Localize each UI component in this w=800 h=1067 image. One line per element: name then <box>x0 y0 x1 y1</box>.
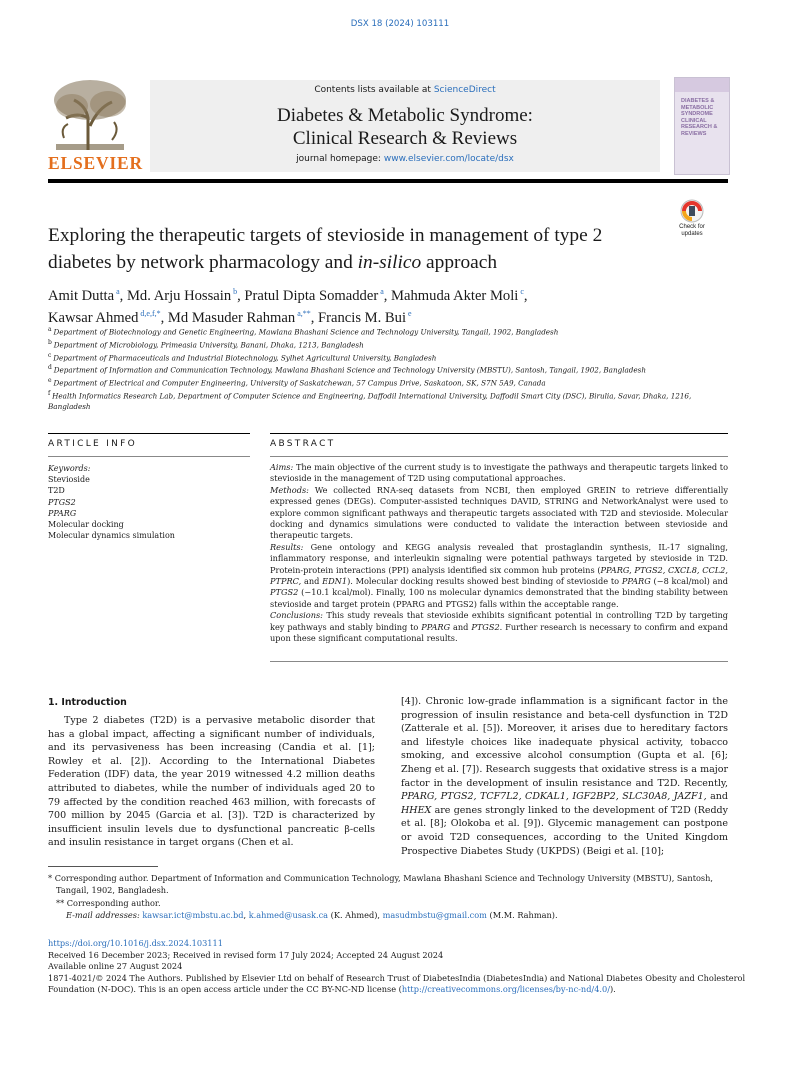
corresponding-author-1: * Corresponding author. Department of Information and Communication Technology, Mawlana Bhashani Science and Technology University (MBSTU), Santosh, Tangail, 1902, Bangladesh. <box>48 873 713 896</box>
title-italic: in-silico <box>357 252 422 273</box>
results-text: and <box>301 576 323 587</box>
homepage-link[interactable]: www.elsevier.com/locate/dsx <box>383 154 514 164</box>
sciencedirect-link[interactable]: ScienceDirect <box>433 85 496 95</box>
affiliation <box>48 376 728 389</box>
author-name[interactable]: Md. Arju Hossain <box>126 287 232 304</box>
homepage-line <box>150 154 660 164</box>
author-affiliation-marker[interactable]: d,e,f,* <box>138 308 161 318</box>
corresponding-author-2: ** Corresponding author. <box>56 897 161 908</box>
article-title <box>48 222 648 276</box>
affiliation-marker: f <box>48 389 53 397</box>
homepage-prefix: journal homepage: <box>296 154 384 164</box>
affiliation-text: Department of Electrical and Computer Engineering, University of Saskatchewan, 57 Campus Drive, Saskatoon, SK, S7N 5A9, Canada <box>53 378 546 388</box>
header-rule <box>48 179 728 183</box>
title-part1: Exploring the therapeutic targets of stevioside in management of type 2 diabetes by network pharmacology and <box>48 225 603 273</box>
conclusions-text: This study reveals that stevioside exhibits significant potential in controlling T2D by targeting key pathways and stably binding to <box>270 610 728 632</box>
results-gene: PTGS2 <box>270 587 299 598</box>
keyword: T2D <box>48 486 65 496</box>
keywords-label: Keywords: <box>48 464 91 473</box>
affiliation <box>48 363 728 376</box>
contents-line <box>150 85 660 95</box>
author-list <box>48 283 728 327</box>
author-separator: , <box>237 287 245 304</box>
title-part2: approach <box>421 252 498 273</box>
intro-paragraph: Type 2 diabetes (T2D) is a pervasive metabolic disorder that has a global impact, affecting a significant number of individuals, and its pervasiveness has been increasing (Candia et al. [1]; Rowley et al. [2]). According to the International Diabetes Federation (IDF) data, the year 2019 witnessed 4.2 million deaths attributed to diabetes, while the number of individuals aged 20 to 79 affected by the condition reached 463 million, with forecasts of 700 million by 2045 (Garcia et al. [3]). T2D is characterized by insufficient insulin levels due to dysfunctional pancreatic β-cells and insulin resistance in target organs (Chen et al. <box>48 715 375 849</box>
author-affiliation-marker[interactable]: b <box>231 287 238 296</box>
author-name[interactable]: Francis M. Bui <box>318 309 407 326</box>
article-info-subrule <box>48 456 250 457</box>
abstract-rule <box>270 433 728 434</box>
keyword: Molecular dynamics simulation <box>48 531 175 541</box>
results-text: Gene ontology and KEGG analysis revealed that prostaglandin synthesis, IL-17 signaling, inflammatory response, and interleukin signaling were potential pathways targeted by stevioside in T2D. Protein-protein interactions (PPI) analysis identified six common hub proteins ( <box>270 541 728 575</box>
results-text: ). Molecular docking results showed best binding of stevioside to <box>347 576 622 587</box>
author-affiliation-marker[interactable]: e <box>406 308 412 318</box>
author-name[interactable]: Md Masuder Rahman <box>167 309 296 326</box>
author-affiliation-marker[interactable]: a,** <box>295 308 311 318</box>
keyword: Molecular docking <box>48 520 124 530</box>
email-text: (K. Ahmed), <box>328 910 383 921</box>
available-online: Available online 27 August 2024 <box>48 961 183 972</box>
affiliation-marker: c <box>48 351 54 359</box>
intro-text: [4]). Chronic low-grade inflammation is a significant factor in the progression of insulin resistance and beta-cell dysfunction in T2D (Zatterale et al. [5]). Moreover, it arises due to hereditary factors and lifestyle choices like inadequate physical activity, tobacco smoking, and excessive alcohol consumption (Gupta et al. [6]; Zheng et al. [7]). Research suggests that oxidative stress is a major factor in the development of insulin resistance and T2D. Recently, <box>401 696 728 789</box>
author-separator: , <box>160 309 168 326</box>
journal-title <box>150 104 660 150</box>
journal-citation[interactable]: DSX 18 (2024) 103111 <box>350 19 450 29</box>
affiliation-text: Department of Microbiology, Primeasia University, Banani, Dhaka, 1213, Bangladesh <box>53 340 364 350</box>
check-updates-label: Check for updates <box>679 224 705 237</box>
author-separator: , <box>119 287 127 304</box>
email-link[interactable]: kawsar.ict@mbstu.ac.bd <box>142 910 244 921</box>
author-separator: , <box>383 287 392 304</box>
elsevier-wordmark: ELSEVIER <box>48 153 143 173</box>
intro-heading: 1. Introduction <box>48 697 127 708</box>
article-metadata <box>48 938 748 996</box>
contents-prefix: Contents lists available at <box>314 85 434 95</box>
affiliation-text: Health Informatics Research Lab, Department of Computer Science and Engineering, Daffodil International University, Daffodil Smart City (DSC), Birulia, Savar, Dhaka, 1216, Bangladesh <box>48 391 692 411</box>
results-text: (−10.1 kcal/mol). Finally, 100 ns molecular dynamics demonstrated that the binding stability between stevioside and target protein (PPARG and PTGS2) falls within the acceptable range. <box>270 587 728 609</box>
affiliations <box>48 325 728 412</box>
conclusions-gene: PPARG <box>421 621 451 632</box>
intro-genes: PPARG, PTGS2, TCF7L2, CDKAL1, IGF2BP2, SLC30A8, JAZF1, <box>401 791 707 803</box>
results-gene: EDN1 <box>322 576 348 587</box>
author-separator: , <box>310 309 319 326</box>
results-genes: PPARG, PTGS2, CXCL8, CCL2, PTPRC, <box>270 564 728 587</box>
license-text <box>48 973 748 996</box>
article-info-rule <box>48 433 250 434</box>
abstract-methods <box>270 485 728 542</box>
affiliation-marker: b <box>48 338 54 346</box>
results-text: (−8 kcal/mol) and <box>650 576 729 587</box>
keyword: Stevioside <box>48 475 90 485</box>
affiliation <box>48 351 728 364</box>
license-suffix: ). <box>609 984 616 995</box>
email-line: E-mail addresses: kawsar.ict@mbstu.ac.bd, k.ahmed@usask.ca (K. Ahmed), masudmbstu@gmail.com (M.M. Rahman). <box>66 910 558 921</box>
methods-text: We collected RNA-seq datasets from NCBI, then employed GREIN to retrieve differentially expressed genes (DEGs). Computer-assisted techniques DAVID, STRING and NetworkAnalyst were used to explore common significant pathways and therapeutic targets associated with T2D and stevioside. Molecular docking and dynamics simulations were conducted to validate the interaction between stevioside and therapeutic targets. <box>270 484 728 541</box>
conclusions-text: . Further research is necessary to confirm and expand upon these significant computational results. <box>270 621 728 644</box>
abstract-results <box>270 542 728 610</box>
intro-left-column <box>48 714 375 850</box>
abstract-end-rule <box>270 661 728 662</box>
intro-text: are genes strongly linked to the development of T2D (Reddy et al. [8]; Olokoba et al. [9]). Glycemic management can postpone or avoid T2D consequences, according to the United Kingdom Prospective Diabetes Study (UKPDS) (Beigi et al. [10]; <box>401 804 728 857</box>
abstract-head: ABSTRACT <box>270 439 336 449</box>
author-affiliation-marker[interactable]: a <box>114 287 120 296</box>
abstract-body <box>270 462 728 645</box>
intro-right-column <box>401 695 728 858</box>
affiliation <box>48 389 728 412</box>
affiliation-text: Department of Biotechnology and Genetic Engineering, Mawlana Bhashani Science and Technology University, Tangail, 1902, Bangladesh <box>53 327 559 337</box>
affiliation-text: Department of Information and Communication Technology, Mawlana Bhashani Science and Technology University (MBSTU), Santosh, Tangail, 1902, Bangladesh <box>53 365 646 375</box>
affiliation-marker: a <box>48 326 54 333</box>
email-link[interactable]: k.ahmed@usask.ca <box>248 910 329 921</box>
results-gene: PPARG <box>621 576 651 587</box>
author-name[interactable]: Kawsar Ahmed <box>48 309 139 326</box>
conclusions-label: Conclusions: <box>270 610 323 621</box>
journal-title-line2: Clinical Research & Reviews <box>292 128 518 149</box>
abstract-aims <box>270 462 728 485</box>
methods-label: Methods: <box>270 484 309 495</box>
affiliation-text: Department of Pharmaceuticals and Industrial Biotechnology, Sylhet Agricultural University, Bangladesh <box>53 352 437 362</box>
doi-link[interactable]: https://doi.org/10.1016/j.dsx.2024.103111 <box>48 938 223 948</box>
aims-text: The main objective of the current study is to investigate the pathways and therapeutic targets linked to stevioside in the management of T2D using computational approaches. <box>270 462 728 484</box>
keyword: PTGS2 <box>48 497 76 507</box>
author-name[interactable]: Amit Dutta <box>48 287 115 304</box>
license-prefix: 1871-4021/© 2024 The Authors. Published by Elsevier Ltd on behalf of Research Trust of DiabetesIndia (DiabetesIndia) and National Diabetes Obesity and Cholesterol Foundation (N-DOC). This is an open access article under the CC BY-NC-ND license ( <box>48 972 746 995</box>
affiliation-marker: e <box>48 377 54 385</box>
email-link[interactable]: masudmbstu@gmail.com <box>382 910 487 921</box>
author-separator: , <box>523 287 528 304</box>
author-name[interactable]: Pratul Dipta Somadder <box>244 287 379 304</box>
article-info-head: ARTICLE INFO <box>48 439 138 449</box>
results-label: Results: <box>270 541 304 552</box>
email-text: (M.M. Rahman). <box>486 910 558 921</box>
license-link[interactable]: http://creativecommons.org/licenses/by-nc-nd/4.0/ <box>401 984 610 995</box>
aims-label: Aims: <box>270 462 294 472</box>
journal-cover-thumbnail[interactable] <box>674 77 730 175</box>
journal-title-line1: Diabetes & Metabolic Syndrome: <box>277 105 533 126</box>
affiliation <box>48 325 728 338</box>
keyword: PPARG <box>48 508 77 518</box>
affiliation-marker: d <box>48 364 54 372</box>
author-affiliation-marker[interactable]: c <box>518 287 524 296</box>
intro-gene: HHEX <box>401 804 432 816</box>
check-updates-icon <box>672 199 712 223</box>
email-label: E-mail addresses: <box>66 910 140 921</box>
keywords-block <box>48 463 248 541</box>
received-dates: Received 16 December 2023; Received in revised form 17 July 2024; Accepted 24 August 2024 <box>48 949 444 960</box>
cover-title: DIABETES & METABOLIC SYNDROME CLINICAL RESEARCH & REVIEWS <box>681 98 718 137</box>
footnotes <box>48 872 728 922</box>
intro-text: and <box>706 791 728 803</box>
author-name[interactable]: Mahmuda Akter Moli <box>391 287 519 304</box>
footnote-rule <box>48 866 158 867</box>
conclusions-text: and <box>450 621 472 632</box>
conclusions-gene: PTGS2 <box>471 621 500 632</box>
abstract-subrule <box>270 456 728 457</box>
abstract-conclusions <box>270 610 728 644</box>
intro-paragraph-cont <box>401 695 728 858</box>
cover-band <box>675 78 729 92</box>
author-affiliation-marker[interactable]: a <box>378 287 384 296</box>
affiliation <box>48 338 728 351</box>
